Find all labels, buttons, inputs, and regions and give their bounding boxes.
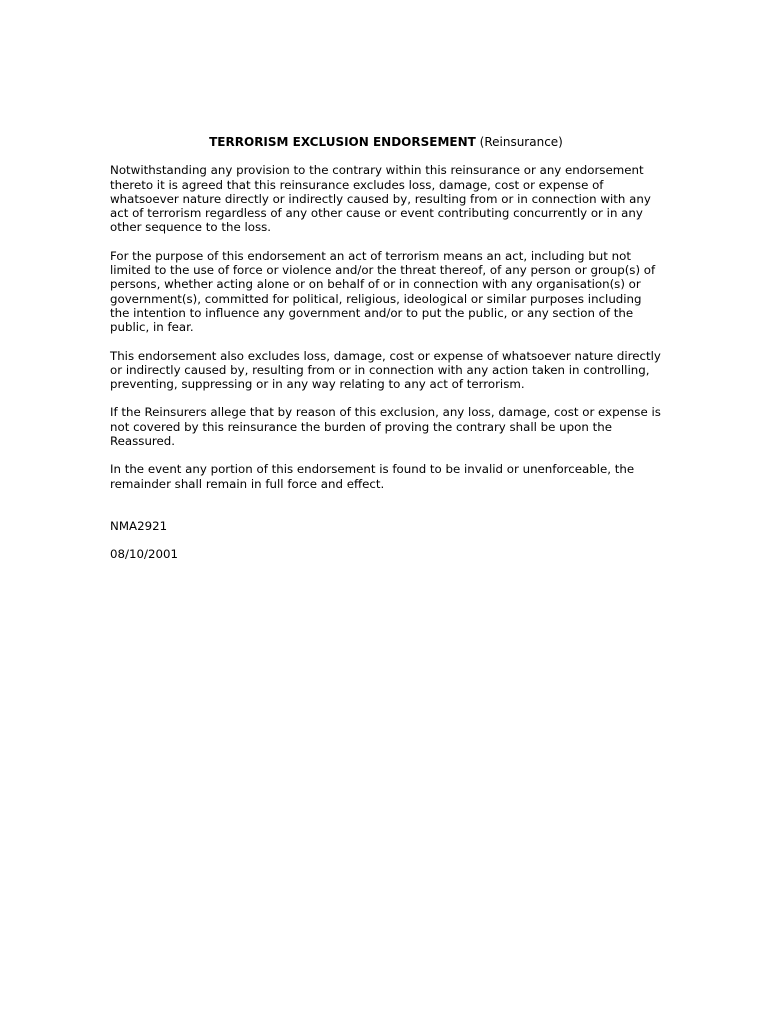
- paragraph-exclusion: Notwithstanding any provision to the contrary within this reinsurance or any endorsement thereto it is agreed that this reinsurance excludes loss, damage, cost or expense of whatsoever nature directly or indirectly caused by, resulting from or in connection with any act of terrorism regardless of any other cause or event contributing concurrently or in any other sequence to the loss.: [110, 163, 651, 235]
- document-date: 08/10/2001: [110, 547, 178, 562]
- paragraph-severability: In the event any portion of this endorsement is found to be invalid or unenforceable, the remainder shall remain in full force and effect.: [110, 462, 635, 491]
- document-title-suffix: (Reinsurance): [475, 135, 563, 149]
- document-page: [110, 135, 662, 576]
- document-title: [110, 135, 662, 149]
- paragraph-action-exclusion: This endorsement also excludes loss, damage, cost or expense of whatsoever nature directly or indirectly caused by, resulting from or in connection with any action taken in controlling, preventing, suppressing or in any way relating to any act of terrorism.: [110, 348, 661, 392]
- document-title-main: TERRORISM EXCLUSION ENDORSEMENT: [209, 135, 476, 149]
- paragraph-definition: For the purpose of this endorsement an act of terrorism means an act, including but not limited to the use of force or violence and/or the threat thereof, of any person or group(s) of persons, whether acting alone or on behalf of or in connection with any organisation(s) or government(s), committed for political, religious, ideological or similar purposes including the intention to influence any government and/or to put the public, or any section of the public, in fear.: [110, 248, 656, 335]
- paragraph-burden-of-proof: If the Reinsurers allege that by reason of this exclusion, any loss, damage, cost or expense is not covered by this reinsurance the burden of proving the contrary shall be upon the Reassured.: [110, 405, 661, 449]
- reference-code: NMA2921: [110, 518, 168, 533]
